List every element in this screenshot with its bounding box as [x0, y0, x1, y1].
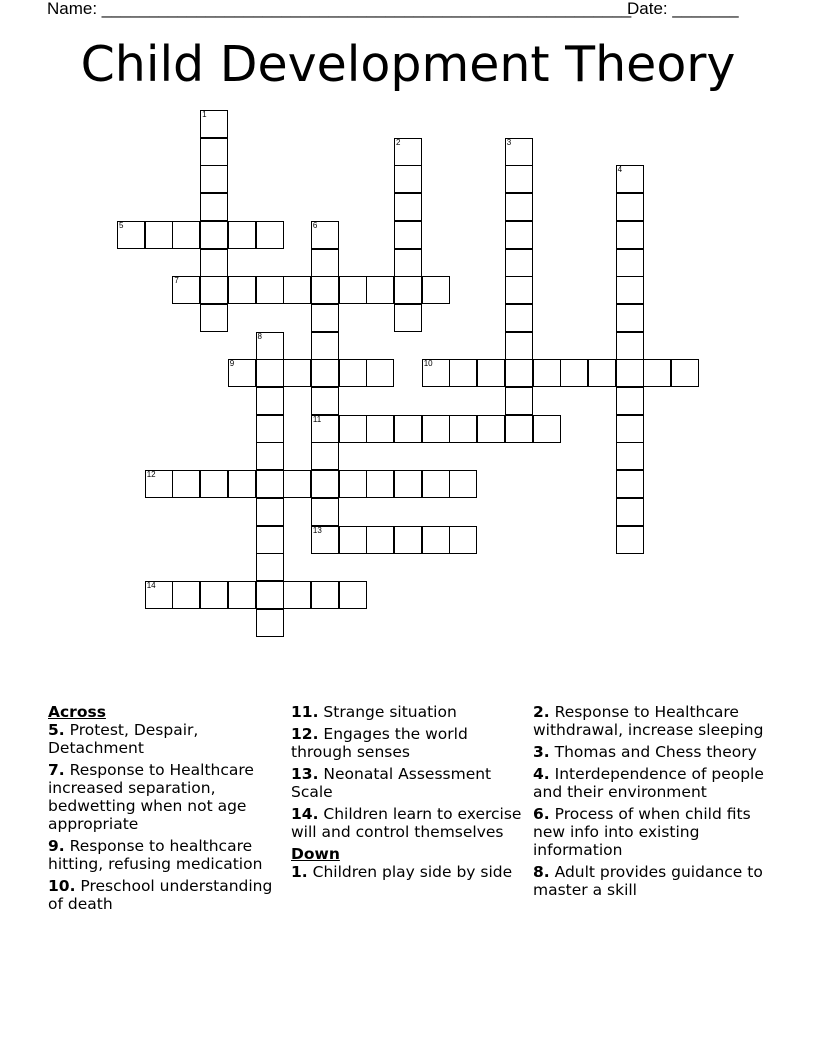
grid-cell[interactable] — [228, 359, 256, 387]
grid-cell[interactable] — [366, 359, 394, 387]
grid-cell[interactable] — [616, 442, 644, 470]
grid-cell[interactable] — [311, 387, 339, 415]
grid-cell[interactable] — [200, 581, 228, 609]
grid-cell[interactable] — [616, 249, 644, 277]
grid-cell[interactable] — [422, 276, 450, 304]
date-field-label: Date: _______ — [627, 0, 739, 18]
grid-cell[interactable] — [394, 193, 422, 221]
grid-cell[interactable] — [256, 221, 284, 249]
grid-cell[interactable] — [311, 359, 339, 387]
grid-cell[interactable] — [422, 359, 450, 387]
grid-cell[interactable] — [422, 415, 450, 443]
clue-number: 11 — [312, 414, 322, 424]
grid-cell[interactable] — [477, 415, 505, 443]
clue-down-3: 3. Thomas and Chess theory — [533, 743, 757, 761]
grid-cell[interactable] — [505, 415, 533, 443]
grid-cell[interactable] — [256, 442, 284, 470]
grid-cell[interactable] — [449, 415, 477, 443]
grid-cell[interactable] — [145, 581, 173, 609]
grid-cell[interactable] — [339, 581, 367, 609]
grid-cell[interactable] — [477, 359, 505, 387]
grid-cell[interactable] — [339, 276, 367, 304]
grid-cell[interactable] — [339, 526, 367, 554]
clues-column-3 — [533, 703, 769, 903]
grid-cell[interactable] — [533, 359, 561, 387]
across-heading: Across — [48, 703, 106, 721]
clue-number: 2 — [396, 137, 401, 147]
grid-cell[interactable] — [394, 526, 422, 554]
grid-cell[interactable] — [228, 276, 256, 304]
grid-cell[interactable] — [283, 470, 311, 498]
clue-down-4: 4. Interdependence of people and their environment — [533, 765, 764, 801]
grid-cell[interactable] — [449, 470, 477, 498]
grid-cell[interactable] — [366, 415, 394, 443]
clue-number: 5 — [119, 220, 124, 230]
grid-cell[interactable] — [283, 359, 311, 387]
grid-cell[interactable] — [505, 359, 533, 387]
clue-number: 10 — [423, 359, 433, 369]
grid-cell[interactable] — [311, 498, 339, 526]
grid-cell[interactable] — [200, 221, 228, 249]
clue-across-5: 5. Protest, Despair, Detachment — [48, 721, 199, 757]
grid-cell[interactable] — [200, 249, 228, 277]
grid-cell[interactable] — [228, 221, 256, 249]
grid-cell[interactable] — [200, 470, 228, 498]
grid-cell[interactable] — [200, 276, 228, 304]
grid-cell[interactable] — [505, 193, 533, 221]
grid-cell[interactable] — [311, 442, 339, 470]
grid-cell[interactable] — [616, 332, 644, 360]
grid-cell[interactable] — [311, 221, 339, 249]
grid-cell[interactable] — [394, 415, 422, 443]
clue-number: 13 — [312, 525, 322, 535]
grid-cell[interactable] — [311, 470, 339, 498]
grid-cell[interactable] — [200, 165, 228, 193]
grid-cell[interactable] — [311, 276, 339, 304]
clue-down-1: 1. Children play side by side — [291, 863, 513, 881]
clue-across-9: 9. Response to healthcare hitting, refusing medication — [48, 837, 263, 873]
grid-cell[interactable] — [172, 470, 200, 498]
clue-number: 6 — [312, 220, 318, 230]
grid-cell[interactable] — [172, 221, 200, 249]
grid-cell[interactable] — [256, 498, 284, 526]
grid-cell[interactable] — [256, 553, 284, 581]
grid-cell[interactable] — [311, 581, 339, 609]
clue-number: 12 — [146, 470, 156, 480]
grid-cell[interactable] — [394, 249, 422, 277]
grid-cell[interactable] — [616, 415, 644, 443]
grid-cell[interactable] — [366, 276, 394, 304]
clue-across-14: 14. Children learn to exercise will and control themselves — [291, 805, 522, 841]
grid-cell[interactable] — [256, 526, 284, 554]
clue-down-2: 2. Response to Healthcare withdrawal, increase sleeping — [533, 703, 764, 739]
grid-cell[interactable] — [311, 304, 339, 332]
clue-across-13: 13. Neonatal Assessment Scale — [291, 765, 492, 801]
grid-cell[interactable] — [311, 332, 339, 360]
grid-cell[interactable] — [616, 165, 644, 193]
clue-across-12: 12. Engages the world through senses — [291, 725, 468, 761]
grid-cell[interactable] — [643, 359, 671, 387]
grid-cell[interactable] — [394, 304, 422, 332]
grid-cell[interactable] — [449, 359, 477, 387]
grid-cell[interactable] — [422, 526, 450, 554]
grid-cell[interactable] — [200, 193, 228, 221]
grid-cell[interactable] — [283, 276, 311, 304]
grid-cell[interactable] — [283, 581, 311, 609]
grid-cell[interactable] — [560, 359, 588, 387]
grid-cell[interactable] — [339, 415, 367, 443]
grid-cell[interactable] — [200, 138, 228, 166]
grid-cell[interactable] — [366, 470, 394, 498]
grid-cell[interactable] — [616, 276, 644, 304]
down-heading: Down — [291, 845, 340, 863]
grid-cell[interactable] — [505, 276, 533, 304]
grid-cell[interactable] — [145, 470, 173, 498]
clue-across-7: 7. Response to Healthcare increased separation, bedwetting when not age appropriate — [48, 761, 254, 833]
clue-across-11: 11. Strange situation — [291, 703, 457, 721]
grid-cell[interactable] — [394, 276, 422, 304]
grid-cell[interactable] — [256, 387, 284, 415]
grid-cell[interactable] — [256, 470, 284, 498]
page-title: Child Development Theory — [80, 36, 736, 93]
grid-cell[interactable] — [505, 138, 533, 166]
grid-cell[interactable] — [172, 276, 200, 304]
grid-cell[interactable] — [505, 387, 533, 415]
clues-column-2 — [291, 703, 527, 885]
grid-cell[interactable] — [200, 110, 228, 138]
grid-cell[interactable] — [256, 609, 284, 637]
grid-cell[interactable] — [172, 581, 200, 609]
grid-cell[interactable] — [394, 138, 422, 166]
grid-cell[interactable] — [339, 359, 367, 387]
clue-number: 1 — [202, 110, 207, 119]
grid-cell[interactable] — [256, 415, 284, 443]
grid-cell[interactable] — [616, 387, 644, 415]
grid-cell[interactable] — [339, 470, 367, 498]
grid-cell[interactable] — [311, 526, 339, 554]
grid-cell[interactable] — [422, 470, 450, 498]
grid-cell[interactable] — [616, 470, 644, 498]
grid-cell[interactable] — [256, 359, 284, 387]
grid-cell[interactable] — [616, 359, 644, 387]
grid-cell[interactable] — [394, 470, 422, 498]
grid-cell[interactable] — [256, 581, 284, 609]
clue-down-6: 6. Process of when child fits new info into existing information — [533, 805, 751, 859]
grid-cell[interactable] — [616, 193, 644, 221]
grid-cell[interactable] — [311, 415, 339, 443]
grid-cell[interactable] — [366, 526, 394, 554]
grid-cell[interactable] — [145, 221, 173, 249]
grid-cell[interactable] — [588, 359, 616, 387]
grid-cell[interactable] — [449, 526, 477, 554]
grid-cell[interactable] — [311, 249, 339, 277]
grid-cell[interactable] — [394, 165, 422, 193]
grid-cell[interactable] — [505, 165, 533, 193]
grid-cell[interactable] — [117, 221, 145, 249]
grid-cell[interactable] — [616, 304, 644, 332]
grid-cell[interactable] — [671, 359, 699, 387]
grid-cell[interactable] — [616, 221, 644, 249]
grid-cell[interactable] — [505, 332, 533, 360]
grid-cell[interactable] — [533, 415, 561, 443]
grid-cell[interactable] — [505, 249, 533, 277]
clue-down-8: 8. Adult provides guidance to master a skill — [533, 863, 763, 899]
clues-column-1 — [48, 703, 284, 917]
grid-cell[interactable] — [256, 276, 284, 304]
grid-cell[interactable] — [505, 304, 533, 332]
clue-across-10: 10. Preschool understanding of death — [48, 877, 273, 913]
clue-number: 3 — [506, 137, 512, 147]
grid-cell[interactable] — [228, 470, 256, 498]
clue-number: 8 — [257, 331, 262, 341]
clue-number: 9 — [229, 359, 235, 369]
clue-number: 7 — [174, 276, 179, 286]
name-field-label: Name: ________________________________________________________ — [47, 0, 632, 18]
clue-number: 4 — [617, 165, 623, 175]
grid-cell[interactable] — [256, 332, 284, 360]
grid-cell[interactable] — [616, 526, 644, 554]
grid-cell[interactable] — [200, 304, 228, 332]
grid-cell[interactable] — [394, 221, 422, 249]
clue-number: 14 — [146, 580, 156, 590]
grid-cell[interactable] — [505, 221, 533, 249]
grid-cell[interactable] — [228, 581, 256, 609]
grid-cell[interactable] — [616, 498, 644, 526]
